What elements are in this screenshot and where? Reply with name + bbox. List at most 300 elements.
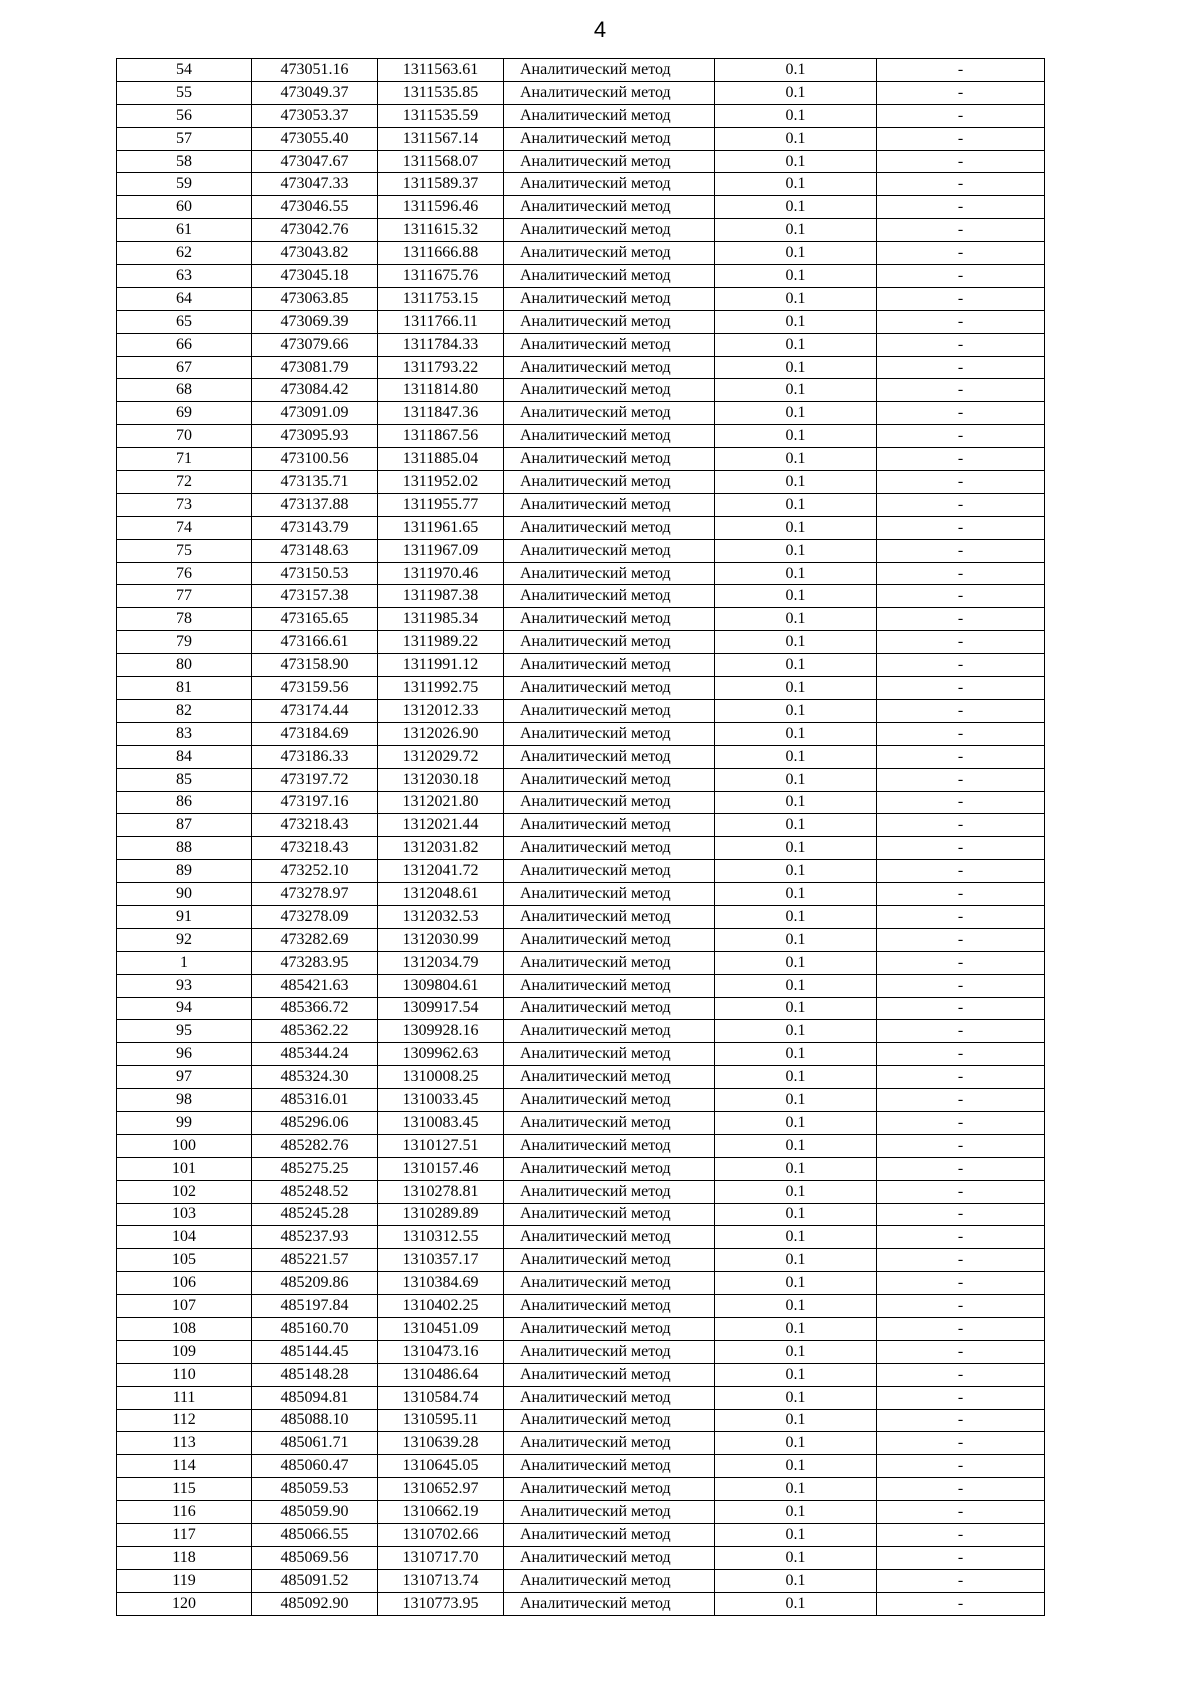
cell-y-coordinate: 1311793.22 [378,356,504,379]
cell-note: - [877,104,1045,127]
cell-method: Аналитический метод [504,1111,715,1134]
cell-point-number: 118 [117,1546,252,1569]
cell-note: - [877,516,1045,539]
table-row [117,81,1045,104]
cell-y-coordinate: 1312041.72 [378,860,504,883]
cell-note: - [877,654,1045,677]
cell-y-coordinate: 1311675.76 [378,265,504,288]
table-row [117,1249,1045,1272]
cell-method: Аналитический метод [504,1569,715,1592]
cell-method: Аналитический метод [504,608,715,631]
cell-y-coordinate: 1311867.56 [378,425,504,448]
cell-accuracy: 0.1 [715,814,877,837]
cell-point-number: 60 [117,196,252,219]
cell-method: Аналитический метод [504,1180,715,1203]
cell-y-coordinate: 1311989.22 [378,631,504,654]
cell-y-coordinate: 1310639.28 [378,1432,504,1455]
table-row [117,677,1045,700]
cell-point-number: 102 [117,1180,252,1203]
cell-method: Аналитический метод [504,173,715,196]
cell-note: - [877,81,1045,104]
cell-y-coordinate: 1310157.46 [378,1157,504,1180]
cell-y-coordinate: 1311666.88 [378,242,504,265]
cell-method: Аналитический метод [504,104,715,127]
cell-y-coordinate: 1311987.38 [378,585,504,608]
cell-y-coordinate: 1310486.64 [378,1363,504,1386]
cell-note: - [877,722,1045,745]
cell-accuracy: 0.1 [715,1226,877,1249]
cell-point-number: 75 [117,539,252,562]
cell-y-coordinate: 1311567.14 [378,127,504,150]
cell-method: Аналитический метод [504,677,715,700]
cell-x-coordinate: 473278.09 [252,905,378,928]
cell-point-number: 68 [117,379,252,402]
cell-x-coordinate: 485209.86 [252,1272,378,1295]
cell-y-coordinate: 1312012.33 [378,699,504,722]
cell-x-coordinate: 473063.85 [252,287,378,310]
table-row [117,402,1045,425]
cell-x-coordinate: 485248.52 [252,1180,378,1203]
cell-note: - [877,150,1045,173]
cell-x-coordinate: 485148.28 [252,1363,378,1386]
table-row [117,310,1045,333]
cell-method: Аналитический метод [504,768,715,791]
cell-note: - [877,974,1045,997]
cell-note: - [877,1569,1045,1592]
table-row [117,1386,1045,1409]
cell-accuracy: 0.1 [715,951,877,974]
cell-point-number: 114 [117,1455,252,1478]
cell-accuracy: 0.1 [715,310,877,333]
cell-accuracy: 0.1 [715,196,877,219]
cell-y-coordinate: 1312030.99 [378,928,504,951]
cell-x-coordinate: 485066.55 [252,1524,378,1547]
cell-y-coordinate: 1310645.05 [378,1455,504,1478]
cell-x-coordinate: 473283.95 [252,951,378,974]
cell-x-coordinate: 485245.28 [252,1203,378,1226]
table-row [117,356,1045,379]
cell-x-coordinate: 473218.43 [252,814,378,837]
cell-note: - [877,837,1045,860]
cell-x-coordinate: 473084.42 [252,379,378,402]
cell-note: - [877,219,1045,242]
cell-x-coordinate: 473079.66 [252,333,378,356]
cell-point-number: 101 [117,1157,252,1180]
cell-y-coordinate: 1310717.70 [378,1546,504,1569]
cell-method: Аналитический метод [504,471,715,494]
cell-y-coordinate: 1311784.33 [378,333,504,356]
cell-point-number: 110 [117,1363,252,1386]
cell-note: - [877,1317,1045,1340]
cell-method: Аналитический метод [504,265,715,288]
cell-method: Аналитический метод [504,631,715,654]
cell-note: - [877,814,1045,837]
cell-y-coordinate: 1311814.80 [378,379,504,402]
cell-point-number: 59 [117,173,252,196]
cell-point-number: 111 [117,1386,252,1409]
table-row [117,1363,1045,1386]
cell-note: - [877,631,1045,654]
cell-point-number: 113 [117,1432,252,1455]
cell-note: - [877,196,1045,219]
table-row [117,1134,1045,1157]
table-row [117,196,1045,219]
cell-y-coordinate: 1312032.53 [378,905,504,928]
cell-y-coordinate: 1309804.61 [378,974,504,997]
cell-accuracy: 0.1 [715,1089,877,1112]
cell-point-number: 54 [117,59,252,82]
cell-x-coordinate: 473159.56 [252,677,378,700]
cell-point-number: 94 [117,997,252,1020]
cell-point-number: 103 [117,1203,252,1226]
cell-accuracy: 0.1 [715,1066,877,1089]
cell-note: - [877,539,1045,562]
cell-note: - [877,1180,1045,1203]
cell-point-number: 91 [117,905,252,928]
cell-point-number: 61 [117,219,252,242]
cell-y-coordinate: 1310595.11 [378,1409,504,1432]
cell-note: - [877,59,1045,82]
table-row [117,287,1045,310]
cell-point-number: 106 [117,1272,252,1295]
cell-note: - [877,677,1045,700]
cell-point-number: 92 [117,928,252,951]
cell-note: - [877,333,1045,356]
table-row [117,745,1045,768]
cell-y-coordinate: 1310584.74 [378,1386,504,1409]
cell-accuracy: 0.1 [715,1501,877,1524]
cell-y-coordinate: 1309917.54 [378,997,504,1020]
cell-point-number: 109 [117,1340,252,1363]
cell-note: - [877,1043,1045,1066]
cell-point-number: 96 [117,1043,252,1066]
cell-point-number: 116 [117,1501,252,1524]
cell-accuracy: 0.1 [715,654,877,677]
table-row [117,1340,1045,1363]
cell-note: - [877,928,1045,951]
cell-y-coordinate: 1310033.45 [378,1089,504,1112]
table-row [117,1157,1045,1180]
cell-accuracy: 0.1 [715,287,877,310]
cell-y-coordinate: 1310127.51 [378,1134,504,1157]
cell-x-coordinate: 473218.43 [252,837,378,860]
cell-point-number: 89 [117,860,252,883]
cell-point-number: 70 [117,425,252,448]
cell-x-coordinate: 485197.84 [252,1295,378,1318]
cell-accuracy: 0.1 [715,1546,877,1569]
table-row [117,333,1045,356]
cell-method: Аналитический метод [504,402,715,425]
cell-accuracy: 0.1 [715,1180,877,1203]
cell-note: - [877,242,1045,265]
cell-accuracy: 0.1 [715,471,877,494]
cell-note: - [877,1592,1045,1615]
table-row [117,173,1045,196]
cell-note: - [877,471,1045,494]
page-number: 4 [593,17,607,42]
cell-x-coordinate: 473135.71 [252,471,378,494]
cell-y-coordinate: 1310652.97 [378,1478,504,1501]
cell-x-coordinate: 473081.79 [252,356,378,379]
cell-point-number: 71 [117,448,252,471]
table-row [117,699,1045,722]
cell-note: - [877,1203,1045,1226]
cell-note: - [877,1432,1045,1455]
cell-y-coordinate: 1310278.81 [378,1180,504,1203]
cell-y-coordinate: 1310773.95 [378,1592,504,1615]
cell-point-number: 93 [117,974,252,997]
cell-x-coordinate: 473278.97 [252,883,378,906]
cell-note: - [877,1089,1045,1112]
cell-method: Аналитический метод [504,951,715,974]
cell-x-coordinate: 473069.39 [252,310,378,333]
table-row [117,1501,1045,1524]
cell-x-coordinate: 473051.16 [252,59,378,82]
cell-method: Аналитический метод [504,196,715,219]
cell-point-number: 56 [117,104,252,127]
cell-method: Аналитический метод [504,1363,715,1386]
table-row [117,1066,1045,1089]
cell-x-coordinate: 485237.93 [252,1226,378,1249]
cell-method: Аналитический метод [504,150,715,173]
cell-y-coordinate: 1310083.45 [378,1111,504,1134]
cell-accuracy: 0.1 [715,104,877,127]
cell-accuracy: 0.1 [715,1592,877,1615]
cell-note: - [877,1386,1045,1409]
cell-y-coordinate: 1311568.07 [378,150,504,173]
cell-accuracy: 0.1 [715,1043,877,1066]
cell-accuracy: 0.1 [715,1409,877,1432]
cell-point-number: 74 [117,516,252,539]
cell-y-coordinate: 1312034.79 [378,951,504,974]
cell-y-coordinate: 1310384.69 [378,1272,504,1295]
table-row [117,1432,1045,1455]
cell-note: - [877,1226,1045,1249]
cell-method: Аналитический метод [504,1478,715,1501]
cell-y-coordinate: 1311952.02 [378,471,504,494]
table-row [117,585,1045,608]
cell-x-coordinate: 485092.90 [252,1592,378,1615]
cell-point-number: 1 [117,951,252,974]
cell-accuracy: 0.1 [715,356,877,379]
cell-note: - [877,1340,1045,1363]
cell-x-coordinate: 473055.40 [252,127,378,150]
cell-x-coordinate: 485324.30 [252,1066,378,1089]
cell-x-coordinate: 485366.72 [252,997,378,1020]
cell-note: - [877,608,1045,631]
cell-x-coordinate: 485362.22 [252,1020,378,1043]
cell-point-number: 65 [117,310,252,333]
cell-method: Аналитический метод [504,1020,715,1043]
cell-note: - [877,1455,1045,1478]
table-row [117,1272,1045,1295]
cell-method: Аналитический метод [504,1226,715,1249]
cell-x-coordinate: 473150.53 [252,562,378,585]
cell-point-number: 108 [117,1317,252,1340]
cell-point-number: 99 [117,1111,252,1134]
cell-accuracy: 0.1 [715,81,877,104]
table-row [117,768,1045,791]
coordinates-table-body [117,59,1045,1616]
cell-method: Аналитический метод [504,1455,715,1478]
cell-accuracy: 0.1 [715,768,877,791]
cell-point-number: 95 [117,1020,252,1043]
cell-method: Аналитический метод [504,745,715,768]
table-row [117,608,1045,631]
cell-point-number: 63 [117,265,252,288]
cell-y-coordinate: 1311535.85 [378,81,504,104]
cell-accuracy: 0.1 [715,242,877,265]
cell-x-coordinate: 485094.81 [252,1386,378,1409]
cell-accuracy: 0.1 [715,150,877,173]
cell-accuracy: 0.1 [715,1203,877,1226]
cell-y-coordinate: 1310008.25 [378,1066,504,1089]
cell-method: Аналитический метод [504,379,715,402]
cell-accuracy: 0.1 [715,745,877,768]
cell-note: - [877,402,1045,425]
cell-x-coordinate: 473174.44 [252,699,378,722]
cell-x-coordinate: 473148.63 [252,539,378,562]
cell-note: - [877,1501,1045,1524]
cell-accuracy: 0.1 [715,59,877,82]
cell-x-coordinate: 473143.79 [252,516,378,539]
table-row [117,951,1045,974]
cell-accuracy: 0.1 [715,791,877,814]
table-row [117,1043,1045,1066]
cell-accuracy: 0.1 [715,997,877,1020]
cell-method: Аналитический метод [504,1272,715,1295]
cell-method: Аналитический метод [504,654,715,677]
cell-x-coordinate: 473158.90 [252,654,378,677]
cell-method: Аналитический метод [504,837,715,860]
cell-y-coordinate: 1311970.46 [378,562,504,585]
cell-method: Аналитический метод [504,1066,715,1089]
cell-note: - [877,379,1045,402]
cell-accuracy: 0.1 [715,1363,877,1386]
table-row [117,1569,1045,1592]
cell-note: - [877,1272,1045,1295]
cell-method: Аналитический метод [504,1592,715,1615]
cell-accuracy: 0.1 [715,631,877,654]
cell-accuracy: 0.1 [715,677,877,700]
cell-accuracy: 0.1 [715,448,877,471]
cell-y-coordinate: 1311535.59 [378,104,504,127]
cell-note: - [877,1363,1045,1386]
cell-note: - [877,1066,1045,1089]
table-row [117,265,1045,288]
cell-note: - [877,127,1045,150]
cell-x-coordinate: 485061.71 [252,1432,378,1455]
cell-accuracy: 0.1 [715,699,877,722]
cell-method: Аналитический метод [504,1432,715,1455]
cell-x-coordinate: 485275.25 [252,1157,378,1180]
cell-x-coordinate: 485060.47 [252,1455,378,1478]
cell-x-coordinate: 485059.53 [252,1478,378,1501]
cell-note: - [877,1020,1045,1043]
cell-accuracy: 0.1 [715,1157,877,1180]
cell-point-number: 88 [117,837,252,860]
cell-accuracy: 0.1 [715,173,877,196]
cell-accuracy: 0.1 [715,265,877,288]
table-row [117,905,1045,928]
cell-accuracy: 0.1 [715,127,877,150]
table-row [117,1317,1045,1340]
cell-y-coordinate: 1310357.17 [378,1249,504,1272]
cell-method: Аналитический метод [504,905,715,928]
cell-point-number: 107 [117,1295,252,1318]
cell-point-number: 57 [117,127,252,150]
cell-y-coordinate: 1311955.77 [378,493,504,516]
cell-y-coordinate: 1311766.11 [378,310,504,333]
cell-x-coordinate: 473095.93 [252,425,378,448]
cell-method: Аналитический метод [504,1340,715,1363]
cell-accuracy: 0.1 [715,1295,877,1318]
cell-note: - [877,997,1045,1020]
cell-note: - [877,745,1045,768]
cell-y-coordinate: 1311967.09 [378,539,504,562]
cell-accuracy: 0.1 [715,1272,877,1295]
table-row [117,1592,1045,1615]
table-row [117,471,1045,494]
cell-point-number: 120 [117,1592,252,1615]
cell-note: - [877,562,1045,585]
cell-x-coordinate: 473252.10 [252,860,378,883]
table-row [117,1455,1045,1478]
table-row [117,1203,1045,1226]
coordinates-table [116,58,1045,1616]
cell-method: Аналитический метод [504,1386,715,1409]
cell-x-coordinate: 485221.57 [252,1249,378,1272]
cell-accuracy: 0.1 [715,516,877,539]
cell-accuracy: 0.1 [715,883,877,906]
cell-accuracy: 0.1 [715,1386,877,1409]
table-row [117,1295,1045,1318]
table-row [117,516,1045,539]
cell-method: Аналитический метод [504,1295,715,1318]
cell-point-number: 73 [117,493,252,516]
table-row [117,448,1045,471]
cell-accuracy: 0.1 [715,562,877,585]
table-row [117,883,1045,906]
cell-x-coordinate: 485282.76 [252,1134,378,1157]
cell-method: Аналитический метод [504,1134,715,1157]
cell-point-number: 97 [117,1066,252,1089]
cell-note: - [877,1134,1045,1157]
cell-note: - [877,699,1045,722]
cell-x-coordinate: 473166.61 [252,631,378,654]
cell-accuracy: 0.1 [715,1569,877,1592]
cell-y-coordinate: 1311615.32 [378,219,504,242]
table-row [117,539,1045,562]
cell-method: Аналитический метод [504,1249,715,1272]
cell-method: Аналитический метод [504,562,715,585]
cell-note: - [877,791,1045,814]
cell-note: - [877,425,1045,448]
cell-method: Аналитический метод [504,287,715,310]
table-row [117,1089,1045,1112]
table-row [117,974,1045,997]
cell-x-coordinate: 485316.01 [252,1089,378,1112]
cell-y-coordinate: 1311596.46 [378,196,504,219]
cell-accuracy: 0.1 [715,1249,877,1272]
cell-x-coordinate: 485144.45 [252,1340,378,1363]
cell-y-coordinate: 1310662.19 [378,1501,504,1524]
cell-note: - [877,1478,1045,1501]
cell-point-number: 117 [117,1524,252,1547]
cell-x-coordinate: 473047.67 [252,150,378,173]
cell-point-number: 87 [117,814,252,837]
cell-point-number: 72 [117,471,252,494]
